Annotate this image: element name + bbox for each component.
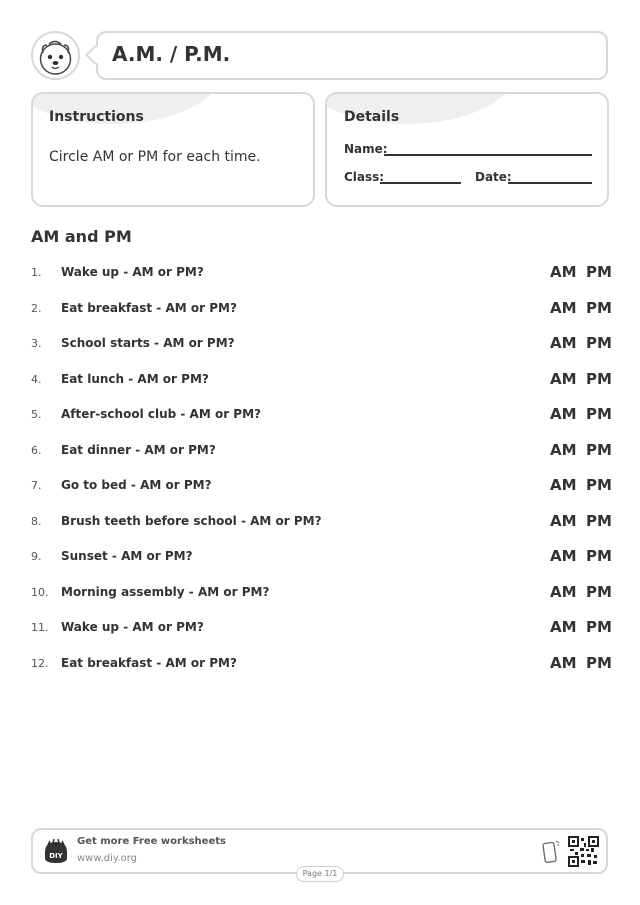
section-title: AM and PM [31, 227, 132, 246]
details-heading: Details [344, 109, 400, 125]
question-number: 1. [31, 266, 42, 279]
pm-option[interactable]: PM [586, 618, 612, 636]
question-number: 5. [31, 408, 42, 421]
name-label: Name: [344, 142, 388, 156]
question-text: After-school club - AM or PM? [61, 407, 261, 421]
am-option[interactable]: AM [550, 618, 577, 636]
pm-option[interactable]: PM [586, 512, 612, 530]
question-number: 7. [31, 479, 42, 492]
question-number: 10. [31, 586, 49, 599]
pm-option[interactable]: PM [586, 370, 612, 388]
footer-promo-text: Get more Free worksheets [77, 836, 226, 847]
question-text: Eat breakfast - AM or PM? [61, 656, 237, 670]
am-option[interactable]: AM [550, 512, 577, 530]
instructions-panel [31, 92, 315, 207]
date-field[interactable] [508, 182, 592, 184]
question-text: Go to bed - AM or PM? [61, 478, 212, 492]
phone-icon [542, 840, 560, 864]
page-indicator: Page 1/1 [296, 866, 344, 882]
question-text: Eat breakfast - AM or PM? [61, 301, 237, 315]
am-option[interactable]: AM [550, 405, 577, 423]
am-option[interactable]: AM [550, 547, 577, 565]
question-text: Brush teeth before school - AM or PM? [61, 514, 322, 528]
question-text: School starts - AM or PM? [61, 336, 235, 350]
question-text: Eat lunch - AM or PM? [61, 372, 209, 386]
date-label: Date: [475, 170, 512, 184]
pm-option[interactable]: PM [586, 263, 612, 281]
diy-logo-icon[interactable] [42, 838, 70, 866]
question-number: 6. [31, 444, 42, 457]
am-option[interactable]: AM [550, 583, 577, 601]
question-number: 4. [31, 373, 42, 386]
question-number: 2. [31, 302, 42, 315]
am-option[interactable]: AM [550, 441, 577, 459]
question-text: Morning assembly - AM or PM? [61, 585, 270, 599]
pm-option[interactable]: PM [586, 299, 612, 317]
pm-option[interactable]: PM [586, 405, 612, 423]
mascot-icon [31, 31, 80, 80]
question-number: 12. [31, 657, 49, 670]
question-text: Sunset - AM or PM? [61, 549, 193, 563]
logo-text: DIY [49, 852, 63, 860]
name-field[interactable] [384, 154, 592, 156]
pm-option[interactable]: PM [586, 476, 612, 494]
am-option[interactable]: AM [550, 334, 577, 352]
am-option[interactable]: AM [550, 654, 577, 672]
qr-code-icon[interactable] [568, 836, 599, 867]
question-text: Wake up - AM or PM? [61, 620, 204, 634]
question-text: Eat dinner - AM or PM? [61, 443, 216, 457]
page-title: A.M. / P.M. [112, 42, 231, 66]
footer-website-link[interactable]: www.diy.org [77, 853, 137, 864]
class-label: Class: [344, 170, 385, 184]
question-number: 11. [31, 621, 49, 634]
am-option[interactable]: AM [550, 370, 577, 388]
pm-option[interactable]: PM [586, 654, 612, 672]
pm-option[interactable]: PM [586, 334, 612, 352]
pm-option[interactable]: PM [586, 441, 612, 459]
am-option[interactable]: AM [550, 476, 577, 494]
question-number: 3. [31, 337, 42, 350]
instructions-heading: Instructions [49, 109, 144, 125]
details-panel [325, 92, 609, 207]
pm-option[interactable]: PM [586, 583, 612, 601]
question-number: 9. [31, 550, 42, 563]
class-field[interactable] [380, 182, 461, 184]
question-number: 8. [31, 515, 42, 528]
am-option[interactable]: AM [550, 299, 577, 317]
pm-option[interactable]: PM [586, 547, 612, 565]
question-text: Wake up - AM or PM? [61, 265, 204, 279]
instructions-text: Circle AM or PM for each time. [49, 149, 261, 165]
am-option[interactable]: AM [550, 263, 577, 281]
